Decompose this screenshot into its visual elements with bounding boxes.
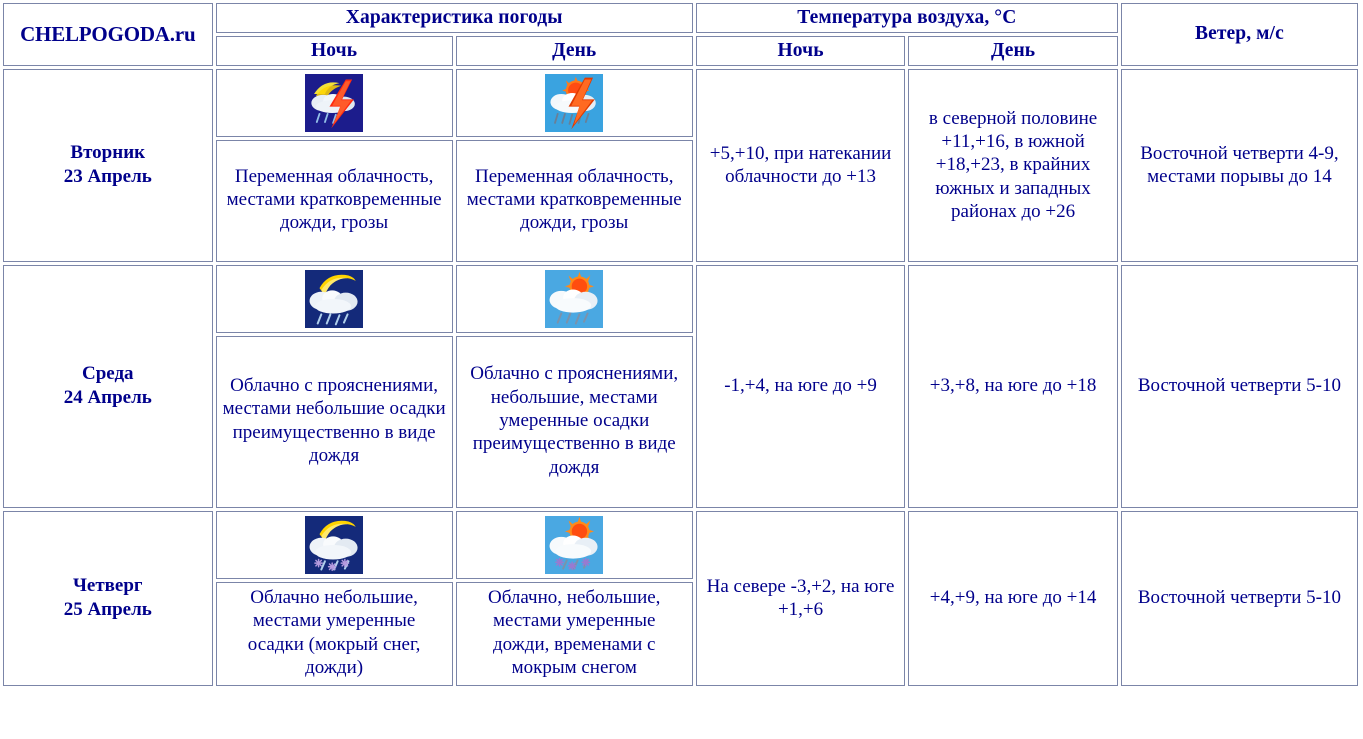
night-weather-cell bbox=[216, 511, 453, 686]
day-name: Вторник bbox=[70, 142, 146, 164]
thunderstorm-night-icon bbox=[305, 74, 363, 132]
forecast-row bbox=[3, 69, 1358, 262]
day-date: 23 Апрель bbox=[63, 166, 152, 188]
day-date-cell bbox=[3, 69, 213, 262]
night-description: Облачно с прояснениями, местами небольшие осадки преимущественно в виде дождя bbox=[216, 336, 453, 508]
night-temperature: На севере -3,+2, на юге +1,+6 bbox=[696, 511, 906, 686]
header-row-groups bbox=[3, 3, 1358, 33]
day-temperature: в северной половине +11,+16, в южной +18,+23, в крайних южных и западных районах до +26 bbox=[908, 69, 1118, 262]
day-date: 25 Апрель bbox=[63, 599, 152, 621]
site-logo[interactable]: CHELPOGODA.ru bbox=[3, 3, 213, 66]
night-description: Переменная облачность, местами кратковременные дожди, грозы bbox=[216, 140, 453, 262]
day-description: Облачно, небольшие, местами умеренные дожди, временами с мокрым снегом bbox=[456, 582, 693, 686]
day-weather-cell bbox=[456, 265, 693, 508]
day-weather-cell bbox=[456, 69, 693, 262]
night-icon-cell bbox=[216, 265, 453, 333]
header-temp-day: День bbox=[908, 36, 1118, 66]
wind-value: Восточной четверти 5-10 bbox=[1121, 511, 1358, 686]
wind-value: Восточной четверти 5-10 bbox=[1121, 265, 1358, 508]
night-description: Облачно небольшие, местами умеренные осадки (мокрый снег, дожди) bbox=[216, 582, 453, 686]
header-weather-day: День bbox=[456, 36, 693, 66]
header-temperature-group: Температура воздуха, °C bbox=[696, 3, 1118, 33]
night-temperature: +5,+10, при натекании облачности до +13 bbox=[696, 69, 906, 262]
header-temp-night: Ночь bbox=[696, 36, 906, 66]
day-date: 24 Апрель bbox=[63, 387, 152, 409]
night-weather-cell bbox=[216, 265, 453, 508]
rain-day-icon bbox=[545, 270, 603, 328]
day-temperature: +4,+9, на юге до +14 bbox=[908, 511, 1118, 686]
day-description: Переменная облачность, местами кратковременные дожди, грозы bbox=[456, 140, 693, 262]
day-icon-cell bbox=[456, 265, 693, 333]
night-weather-cell bbox=[216, 69, 453, 262]
sleet-day-icon bbox=[545, 516, 603, 574]
day-icon-cell bbox=[456, 511, 693, 579]
day-date-cell bbox=[3, 511, 213, 686]
forecast-row bbox=[3, 265, 1358, 508]
thunderstorm-day-icon bbox=[545, 74, 603, 132]
night-icon-cell bbox=[216, 511, 453, 579]
day-name: Среда bbox=[81, 363, 134, 385]
day-description: Облачно с прояснениями, небольшие, местами умеренные осадки преимущественно в виде дождя bbox=[456, 336, 693, 508]
forecast-row bbox=[3, 511, 1358, 686]
rain-night-icon bbox=[305, 270, 363, 328]
day-weather-cell bbox=[456, 511, 693, 686]
day-date-cell bbox=[3, 265, 213, 508]
sleet-night-icon bbox=[305, 516, 363, 574]
day-name: Четверг bbox=[72, 575, 143, 597]
header-weather-group: Характеристика погоды bbox=[216, 3, 693, 33]
night-icon-cell bbox=[216, 69, 453, 137]
day-temperature: +3,+8, на юге до +18 bbox=[908, 265, 1118, 508]
header-weather-night: Ночь bbox=[216, 36, 453, 66]
day-icon-cell bbox=[456, 69, 693, 137]
wind-value: Восточной четверти 4-9, местами порывы до 14 bbox=[1121, 69, 1358, 262]
night-temperature: -1,+4, на юге до +9 bbox=[696, 265, 906, 508]
header-wind-group: Ветер, м/с bbox=[1121, 3, 1358, 66]
